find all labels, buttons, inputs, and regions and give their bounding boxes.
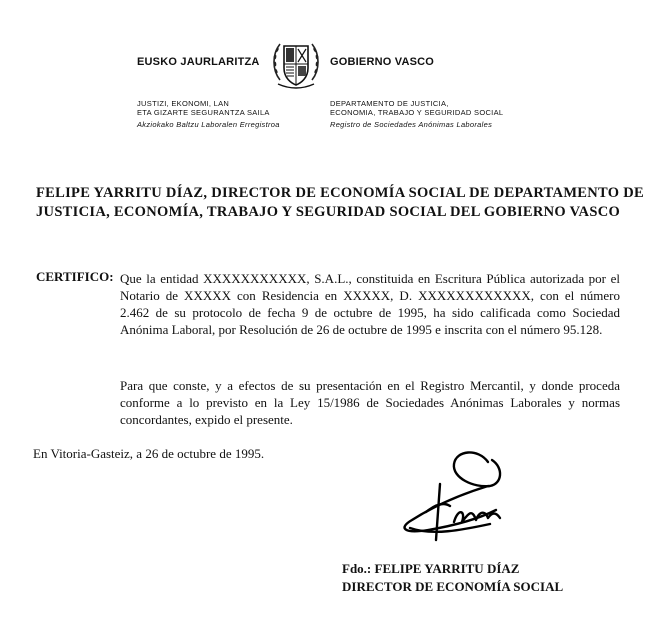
- title-line-2: JUSTICIA, ECONOMÍA, TRABAJO Y SEGURIDAD SOCIAL DEL GOBIERNO VASCO: [36, 204, 621, 220]
- place-and-date: En Vitoria-Gasteiz, a 26 de octubre de 1995.: [33, 446, 265, 461]
- signature-title: DIRECTOR DE ECONOMÍA SOCIAL: [342, 579, 564, 594]
- purpose-paragraph: Para que conste, y a efectos de su presentación en el Registro Mercantil, y donde proceda conforme a lo previsto en la Ley 15/1986 de Sociedades Anónimas Laborales y normas concordantes, expido el presente.: [120, 378, 620, 427]
- left-dept-registry: Akziokako Baltzu Laboralen Erregistroa: [137, 120, 280, 129]
- signature-block: [342, 560, 563, 596]
- certification-paragraph: Que la entidad XXXXXXXXXXX, S.A.L., constituida en Escritura Pública autorizada por el Notario de XXXXX con Residencia en XXXXX, D. XXXXXXXXXXXX, con el número 2.462 de su protocolo de fecha 9 de octubre de 1995, ha sido calificada como Sociedad Anónima Laboral, por Resolución de 26 de octubre de 1995 e inscrita con el número 95.128.: [120, 271, 620, 337]
- header-right-department: [330, 99, 503, 129]
- left-dept-line-1: JUSTIZI, EKONOMI, LAN: [137, 99, 230, 108]
- certifico-label: CERTIFICO:: [36, 269, 114, 284]
- signature-name: Fdo.: FELIPE YARRITU DÍAZ: [342, 561, 520, 576]
- document-title: [36, 184, 644, 222]
- header-right-title: GOBIERNO VASCO: [330, 56, 435, 68]
- left-dept-line-2: ETA GIZARTE SEGURANTZA SAILA: [137, 108, 270, 117]
- coat-of-arms-emblem: [270, 36, 322, 92]
- right-dept-registry: Registro de Sociedades Anónimas Laborales: [330, 120, 493, 129]
- header-left-title: EUSKO JAURLARITZA: [137, 56, 260, 68]
- header-left-department: [137, 99, 280, 129]
- right-dept-line-1: DEPARTAMENTO DE JUSTICIA,: [330, 99, 449, 108]
- right-dept-line-2: ECONOMIA, TRABAJO Y SEGURIDAD SOCIAL: [330, 108, 504, 117]
- handwritten-signature: [392, 444, 532, 544]
- title-line-1: FELIPE YARRITU DÍAZ, DIRECTOR DE ECONOMÍA SOCIAL DE DEPARTAMENTO DE: [36, 185, 645, 201]
